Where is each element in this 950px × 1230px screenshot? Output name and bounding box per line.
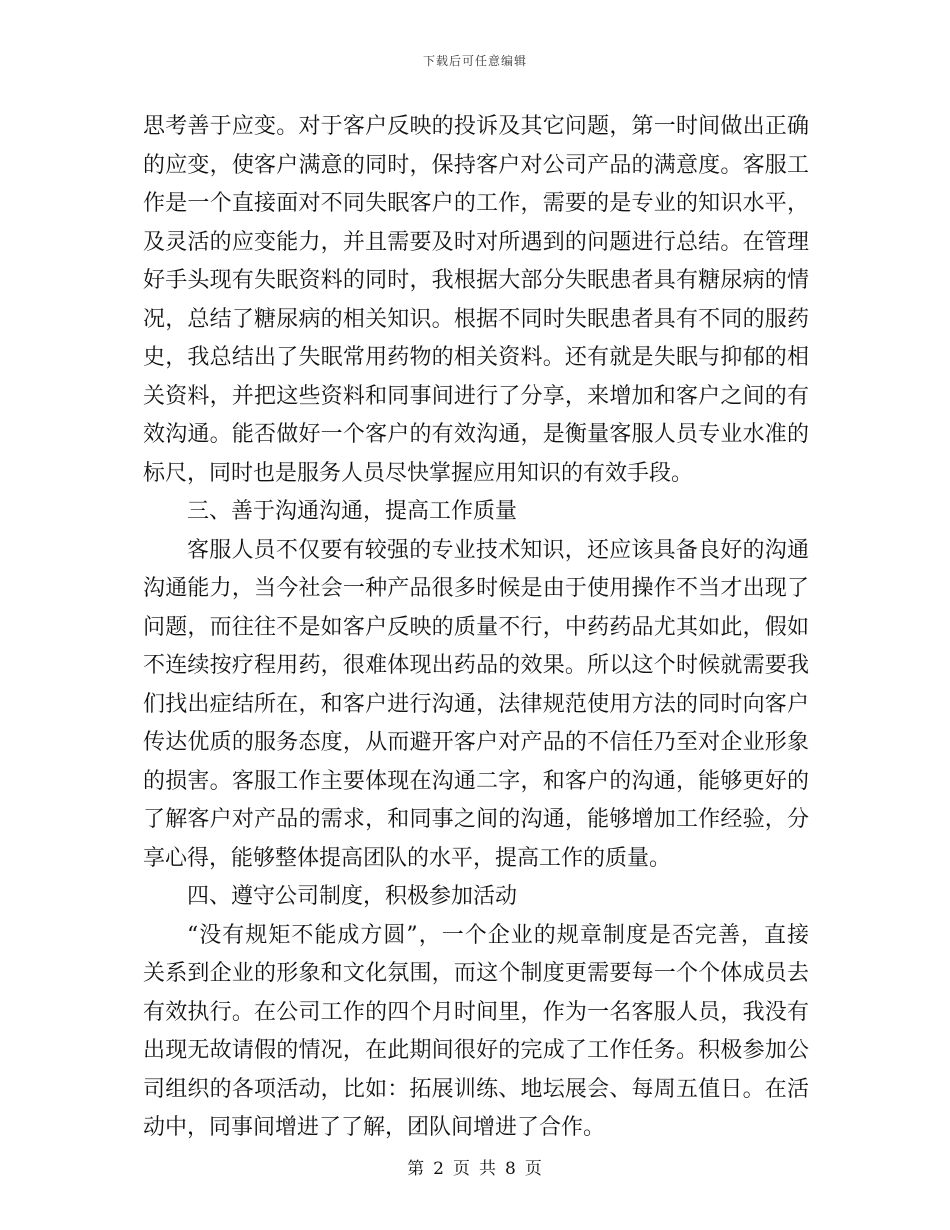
paragraph-rules: [143, 917, 809, 1148]
page-total-prefix: 共: [479, 1159, 497, 1179]
text-line: 司组织的各项活动，比如：拓展训练、地坛展会、每周五值日。在活: [143, 1076, 809, 1102]
page-number-prefix: 第: [407, 1159, 426, 1179]
text-line: 及灵活的应变能力，并且需要及时对所遇到的问题进行总结。在管理: [143, 229, 809, 255]
text-line: 不连续按疗程用药，很难体现出药品的效果。所以这个时候就需要我: [143, 653, 809, 678]
text-line: 们找出症结所在，和客户进行沟通，法律规范使用方法的同时向客户: [143, 691, 809, 717]
text-line: 的应变，使客户满意的同时，保持客户对公司产品的满意度。客服工: [143, 152, 809, 178]
paragraph-communication: [143, 532, 809, 879]
text-line: 的损害。客服工作主要体现在沟通二字，和客户的沟通，能够更好的: [143, 768, 809, 794]
text-line: 了解客户对产品的需求，和同事之间的沟通，能够增加工作经验，分: [143, 807, 809, 832]
text-line: 动中，同事间增进了了解，团队间增进了合作。: [143, 1115, 606, 1140]
text-line: 关资料，并把这些资料和同事间进行了分享，来增加和客户之间的有: [143, 383, 809, 409]
text-line: 享心得，能够整体提高团队的水平，提高工作的质量。: [143, 845, 672, 871]
text-line: 关系到企业的形象和文化氛围，而这个制度更需要每一个个体成员去: [143, 961, 809, 986]
text-line: 况，总结了糖尿病的相关知识。根据不同时失眠患者具有不同的服药: [143, 306, 809, 332]
text-line: 效沟通。能否做好一个客户的有效沟通，是衡量客服人员专业水准的: [143, 422, 809, 447]
text-line: 史，我总结出了失眠常用药物的相关资料。还有就是失眠与抑郁的相: [143, 345, 809, 370]
current-page-number: 2: [433, 1159, 445, 1179]
section-heading-4: 四、遵守公司制度，积极参加活动: [187, 884, 518, 909]
text-line: 出现无故请假的情况，在此期间很好的完成了工作任务。积极参加公: [143, 1038, 809, 1063]
text-line: 问题，而往往不是如客户反映的质量不行，中药药品尤其如此，假如: [143, 614, 809, 640]
total-page-count: 8: [505, 1159, 517, 1179]
text-line: 作是一个直接面对不同失眠客户的工作，需要的是专业的知识水平，: [143, 191, 809, 216]
page-number-unit: 页: [453, 1159, 471, 1179]
page-total-unit: 页: [524, 1159, 543, 1179]
text-line: 思考善于应变。对于客户反映的投诉及其它问题，第一时间做出正确: [143, 114, 809, 139]
text-line: 有效执行。在公司工作的四个月时间里，作为一名客服人员，我没有: [143, 999, 809, 1025]
text-line: 传达优质的服务态度，从而避开客户对产品的不信任乃至对企业形象: [143, 730, 809, 755]
document-body: [143, 108, 809, 1148]
paragraph-continuation: [143, 108, 809, 493]
text-line: “没有规矩不能成方圆”，一个企业的规章制度是否完善，直接: [187, 922, 809, 948]
text-line: 标尺，同时也是服务人员尽快掌握应用知识的有效手段。: [143, 460, 694, 486]
text-line: 好手头现有失眠资料的同时，我根据大部分失眠患者具有糖尿病的情: [143, 268, 809, 293]
text-line: 客服人员不仅要有较强的专业技术知识，还应该具备良好的沟通: [187, 537, 809, 563]
section-heading-3: 三、善于沟通沟通，提高工作质量: [187, 499, 518, 524]
text-line: 沟通能力，当今社会一种产品很多时候是由于使用操作不当才出现了: [143, 576, 809, 601]
page-header: 下载后可任意编辑: [422, 54, 527, 68]
page-footer: [0, 1154, 950, 1179]
